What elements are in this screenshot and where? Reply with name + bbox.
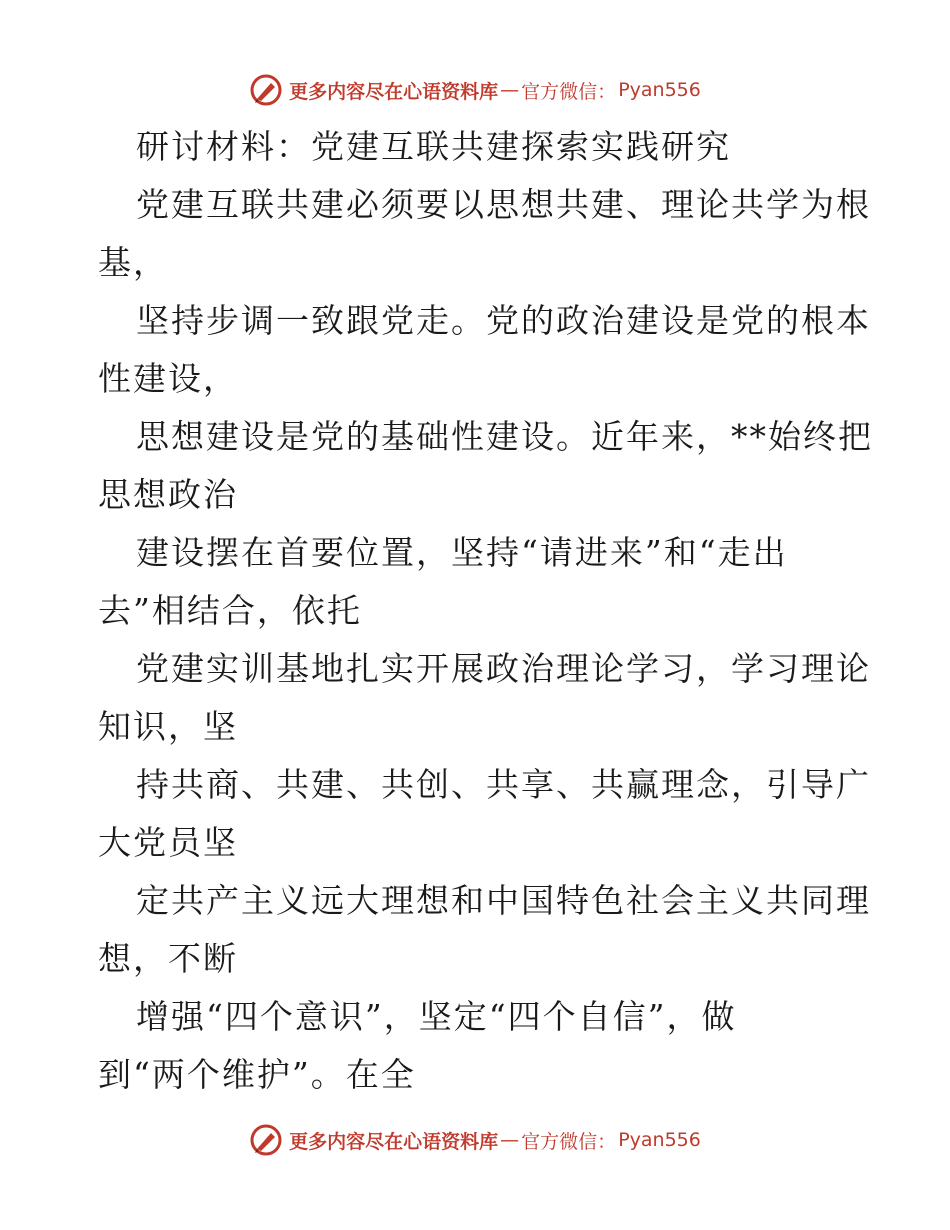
text-line: 想，不断 bbox=[98, 939, 238, 978]
text-line: 思想政治 bbox=[98, 475, 238, 514]
banner-handle: Pyan556 bbox=[618, 1129, 701, 1151]
text-line: 建设摆在首要位置，坚持“请进来”和“走出 bbox=[136, 533, 788, 572]
footer-banner bbox=[0, 1120, 950, 1160]
banner-separator: — bbox=[500, 79, 520, 101]
title-line: 研讨材料：党建互联共建探索实践研究 bbox=[136, 127, 731, 166]
text-line: 大党员坚 bbox=[98, 823, 238, 862]
pen-logo-icon bbox=[249, 1123, 283, 1157]
text-line: 持共商、共建、共创、共享、共赢理念，引导广 bbox=[136, 765, 871, 804]
banner-wechat-label: 官方微信： bbox=[521, 1130, 617, 1153]
header-banner bbox=[0, 70, 950, 110]
text-line: 知识，坚 bbox=[98, 707, 238, 746]
text-line: 党建互联共建必须要以思想共建、理论共学为根 bbox=[136, 185, 871, 224]
banner-site-text: 更多内容尽在心语资料库 bbox=[289, 80, 499, 103]
text-line: 增强“四个意识”，坚定“四个自信”，做 bbox=[136, 997, 737, 1036]
text-line: 坚持步调一致跟党走。党的政治建设是党的根本 bbox=[136, 301, 871, 340]
document-body bbox=[98, 118, 873, 1104]
banner-wechat-label: 官方微信： bbox=[521, 80, 617, 103]
text-line: 去”相结合，依托 bbox=[98, 591, 362, 630]
text-line: 性建设， bbox=[98, 359, 238, 398]
banner-site-text: 更多内容尽在心语资料库 bbox=[289, 1130, 499, 1153]
text-line: 基， bbox=[98, 243, 168, 282]
pen-logo-icon bbox=[249, 73, 283, 107]
banner-separator: — bbox=[500, 1129, 520, 1151]
text-line: 到“两个维护”。在全 bbox=[98, 1055, 416, 1094]
text-line: 定共产主义远大理想和中国特色社会主义共同理 bbox=[136, 881, 871, 920]
banner-handle: Pyan556 bbox=[618, 79, 701, 101]
text-line: 思想建设是党的基础性建设。近年来，**始终把 bbox=[136, 417, 873, 456]
text-line: 党建实训基地扎实开展政治理论学习，学习理论 bbox=[136, 649, 871, 688]
